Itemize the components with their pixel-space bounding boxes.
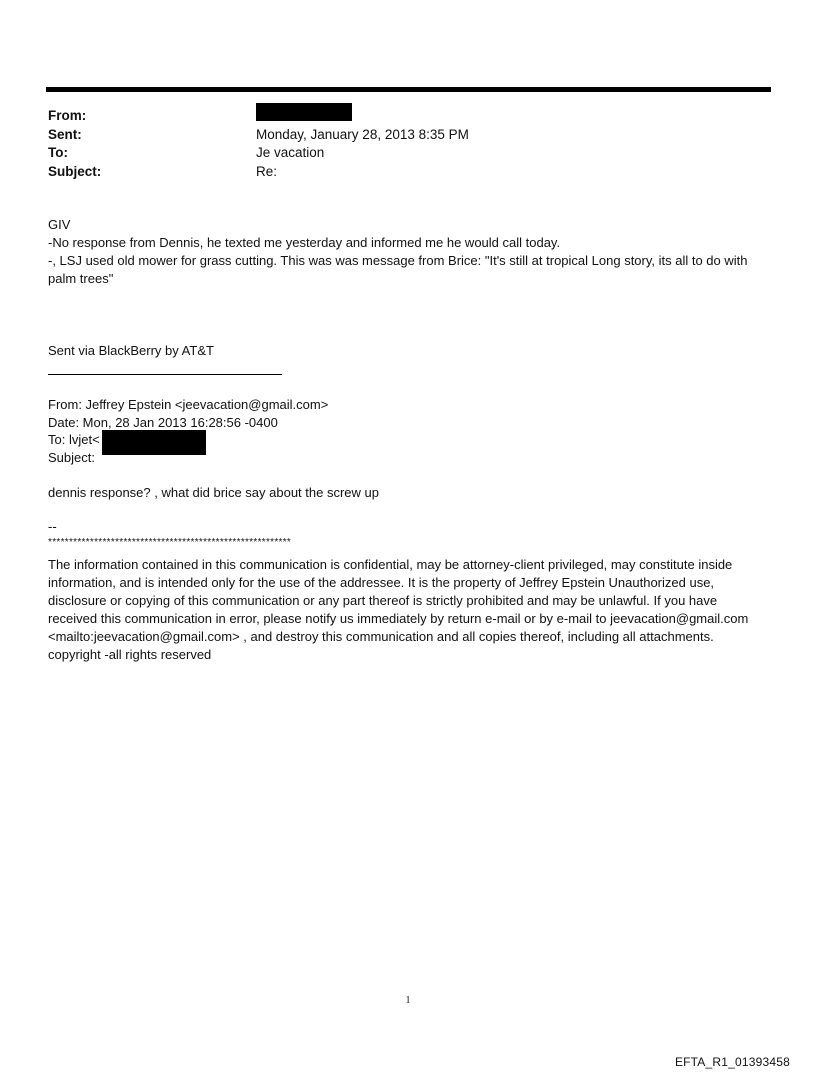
body-line: -No response from Dennis, he texted me yesterday and informed me he would call today. [48,235,561,250]
sent-row [48,126,768,145]
confidentiality-disclaimer: The information contained in this communication is confidential, may be attorney-client privileged, may constitute inside information, and is intended only for the use of the addressee. It is the property of Jeffrey Epstein Unauthorized use, disclosure or copying of this communication or any part thereof is strictly prohibited and may be unlawful. If you have received this communication in error, please notify us immediately by return e-mail or by e-mail to jeevacation@gmail.com <mailto:jeevacation@gmail.com> , and destroy this communication and all copies thereof, including all attachments. copyright -all rights reserved [48,557,749,662]
from-row [48,107,768,126]
quoted-subject: Subject: [48,449,95,465]
subject-row [48,163,768,182]
to-row [48,144,768,163]
greeting: GIV [48,217,71,232]
message-body [48,216,778,288]
sent-value: Monday, January 28, 2013 8:35 PM [256,126,469,142]
sent-label: Sent: [48,126,82,142]
redaction-box [256,103,352,121]
signature-dashes: -- [48,519,57,534]
signature: Sent via BlackBerry by AT&T [48,343,214,358]
asterisk-divider: ********************************************************** [48,537,292,548]
quoted-from: From: Jeffrey Epstein <jeevacation@gmail.com> [48,397,329,412]
body-line: -, LSJ used old mower for grass cutting. This was was message from Brice: "It's still at tropical Long story, its all to do with palm trees" [48,253,748,286]
from-value [256,107,768,126]
header-rule [46,87,771,92]
bates-number: EFTA_R1_01393458 [674,1055,790,1069]
subject-label: Subject: [48,163,102,179]
quote-separator [48,374,282,375]
to-label: To: [48,145,68,160]
quoted-to: To: lvjet< [48,432,100,447]
page-number: 1 [405,995,411,1006]
to-value: Je vacation [256,145,325,160]
quoted-message: dennis response? , what did brice say about the screw up [48,485,379,500]
quoted-date: Date: Mon, 28 Jan 2013 16:28:56 -0400 [48,414,278,430]
redaction-box [102,430,206,455]
email-header [48,107,768,181]
subject-value: Re: [256,163,278,179]
from-label: From: [48,108,87,123]
